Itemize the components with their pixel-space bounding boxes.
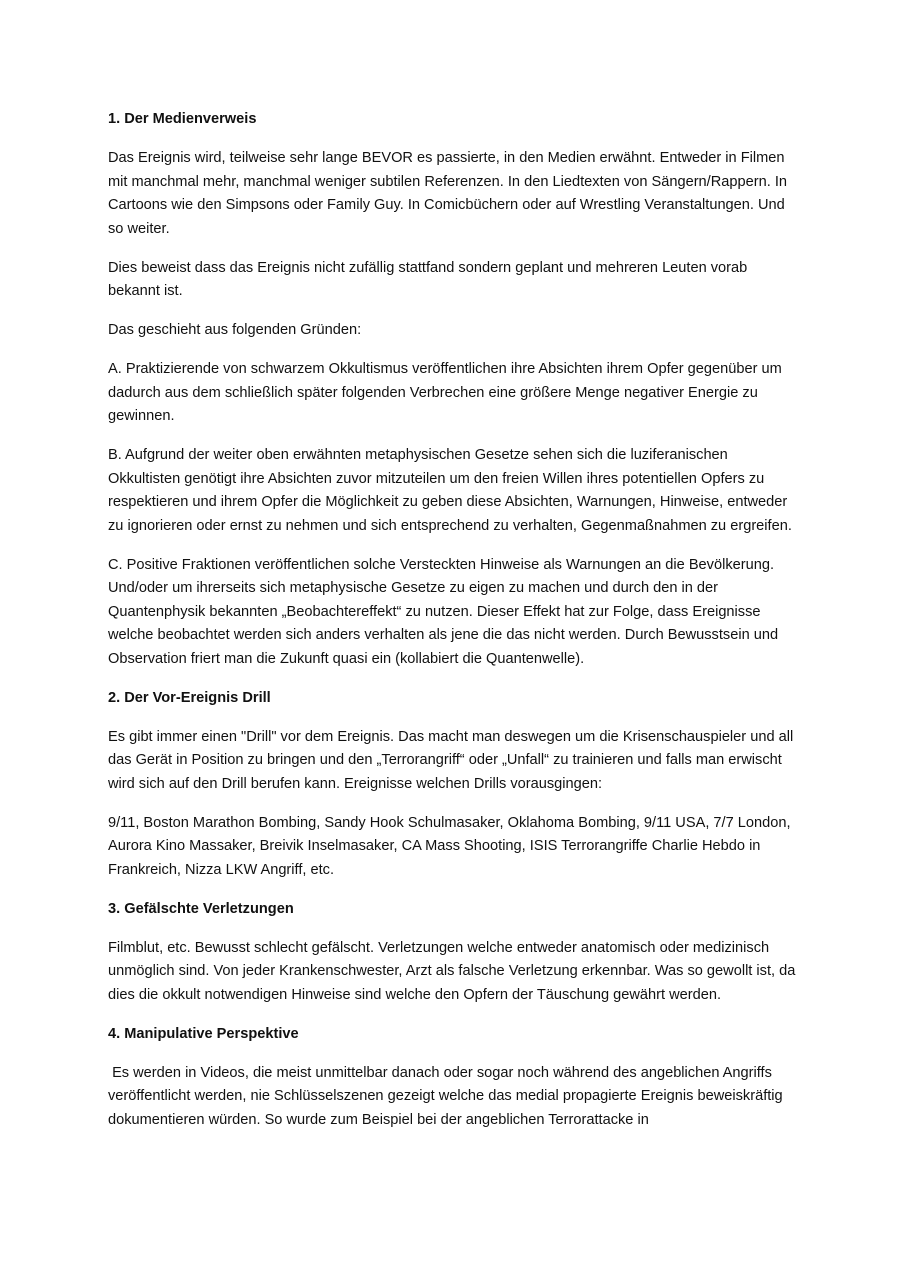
document-page [108, 108, 800, 1148]
section-2-heading: 2. Der Vor-Ereignis Drill [108, 689, 271, 706]
section-1-paragraph-2: Dies beweist dass das Ereignis nicht zufällig stattfand sondern geplant und mehreren Leuten vorab bekannt ist. [108, 259, 748, 299]
section-1-item-c: C. Positive Fraktionen veröffentlichen solche Versteckten Hinweise als Warnungen an die Bevölkerung. Und/oder um ihrerseits sich metaphysische Gesetze zu eigen zu machen und durch den in der Quantenphysik bekannten „Beobachtereffekt“ zu nutzen. Dieser Effekt hat zur Folge, dass Ereignisse welche beobachtet werden sich anders verhalten als jene die das nicht werden. Durch Bewusstsein und Observation friert man die Zukunft quasi ein (kollabiert die Quantenwelle). [108, 556, 779, 667]
section-1-item-a: A. Praktizierende von schwarzem Okkultismus veröffentlichen ihre Absichten ihrem Opfer gegenüber um dadurch aus dem schließlich später folgenden Verbrechen eine größere Menge negativer Energie zu gewinnen. [108, 361, 782, 424]
section-3-paragraph-1: Filmblut, etc. Bewusst schlecht gefälscht. Verletzungen welche entweder anatomisch oder medizinisch unmöglich sind. Von jeder Krankenschwester, Arzt als falsche Verletzung erkennbar. Was so gewollt ist, da dies die okkult notwendigen Hinweise sind welche den Opfern der Täuschung gewährt werden. [108, 939, 796, 1003]
section-4-heading: 4. Manipulative Perspektive [108, 1025, 299, 1042]
section-2-paragraph-1: Es gibt immer einen "Drill" vor dem Ereignis. Das macht man deswegen um die Krisenschauspieler und all das Gerät in Position zu bringen und den „Terrorangriff“ oder „Unfall“ zu trainieren und falls man erwischt wird sich auf den Drill berufen kann. Ereignisse welchen Drills vorausgingen: [108, 728, 794, 792]
section-4-paragraph-1: Es werden in Videos, die meist unmittelbar danach oder sogar noch während des angeblichen Angriffs veröffentlicht werden, nie Schlüsselszenen gezeigt welche das medial propagierte Ereignis beweiskräftig dokumentieren würden. So wurde zum Beispiel bei der angeblichen Terrorattacke in [108, 1064, 787, 1128]
section-1-heading: 1. Der Medienverweis [108, 111, 257, 127]
section-1-paragraph-3: Das geschieht aus folgenden Gründen: [108, 322, 362, 338]
section-3-heading: 3. Gefälschte Verletzungen [108, 900, 294, 917]
section-1-paragraph-1: Das Ereignis wird, teilweise sehr lange BEVOR es passierte, in den Medien erwähnt. Entweder in Filmen mit manchmal mehr, manchmal weniger subtilen Referenzen. In den Liedtexten von Sängern/Rappern. In Cartoons wie den Simpsons oder Family Guy. In Comicbüchern oder auf Wrestling Veranstaltungen. Und so weiter. [108, 150, 787, 237]
section-2-paragraph-2: 9/11, Boston Marathon Bombing, Sandy Hook Schulmasaker, Oklahoma Bombing, 9/11 USA, 7/7 London, Aurora Kino Massaker, Breivik Inselmasaker, CA Mass Shooting, ISIS Terrorangriffe Charlie Hebdo in Frankreich, Nizza LKW Angriff, etc. [108, 814, 791, 878]
section-1-item-b: B. Aufgrund der weiter oben erwähnten metaphysischen Gesetze sehen sich die luziferanischen Okkultisten genötigt ihre Absichten zuvor mitzuteilen um den freien Willen ihres potentiellen Opfers zu respektieren und ihrem Opfer die Möglichkeit zu geben diese Absichten, Warnungen, Hinweise, entweder zu ignorieren oder ernst zu nehmen und sich entsprechend zu verhalten, Gegenmaßnahmen zu ergreifen. [108, 447, 792, 534]
